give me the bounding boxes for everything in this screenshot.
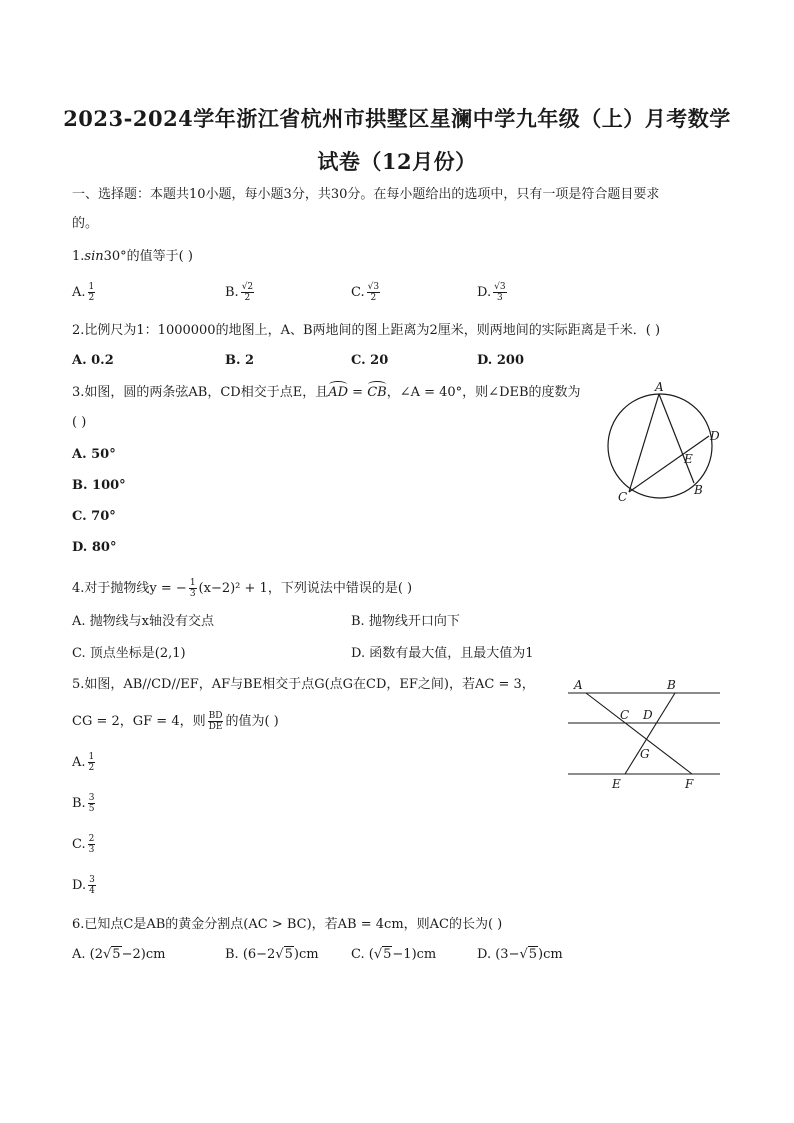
label-a: A xyxy=(655,380,664,394)
paper-title-line1: 2023-2024学年浙江省杭州市拱墅区星澜中学九年级（上）月考数学 xyxy=(63,106,731,131)
section-header: 一、选择题：本题共10小题，每小题3分，共30分。在每小题给出的选项中，只有一项是符合题目要求 xyxy=(72,187,660,202)
section-header-cont: 的。 xyxy=(72,216,99,231)
q5-parallel-figure xyxy=(560,674,730,796)
label-e: E xyxy=(612,777,621,791)
label-d: D xyxy=(710,429,720,443)
q6-option-d: D. (3−√5)cm xyxy=(477,947,563,962)
q6-option-a: A. (2√5−2)cm xyxy=(72,947,166,962)
label-c: C xyxy=(618,490,628,504)
question-5: 5.如图，AB//CD//EF，AF与BE相交于点G(点G在CD，EF之间)，若AC = 3， xyxy=(72,677,535,692)
q5-option-d: D. $\frac{3}{4}$ xyxy=(72,875,95,896)
q4-option-c: C. 顶点坐标是(2,1) xyxy=(72,646,186,661)
q5-option-a: A. $\frac{1}{2}$ xyxy=(72,752,95,773)
question-2: 2.比例尺为1：1000000的地图上，A、B两地间的图上距离为2厘米，则两地间的实际距离是千米．( ) xyxy=(72,323,661,338)
label-d: D xyxy=(643,708,653,722)
q3-option-a: A. 50° xyxy=(72,447,116,462)
q1-option-c: C. $\frac{√3}{2}$ xyxy=(351,282,380,303)
label-c: C xyxy=(620,708,630,722)
q2-option-d: D. 200 xyxy=(477,353,524,368)
label-b: B xyxy=(667,678,676,692)
q3-option-c: C. 70° xyxy=(72,509,116,524)
label-a: A xyxy=(574,678,583,692)
label-g: G xyxy=(640,747,650,761)
q3-circle-figure xyxy=(600,380,730,510)
chord-ab xyxy=(659,394,694,483)
label-b: B xyxy=(694,483,703,497)
paper-title-line2: 试卷（12月份） xyxy=(317,149,477,174)
segment-af xyxy=(586,693,692,774)
q1-option-b: B. $\frac{√2}{2}$ xyxy=(225,282,254,303)
label-e: E xyxy=(684,452,693,466)
chord-ac xyxy=(629,394,659,492)
q2-option-a: A. 0.2 xyxy=(72,353,114,368)
question-3: 3.如图，圆的两条弦AB，CD相交于点E，且AD = CB，∠A = 40°，则∠DEB的度数为 xyxy=(72,385,581,400)
q6-option-b: B. (6−2√5)cm xyxy=(225,947,319,962)
q1-option-d: D. $\frac{√3}{3}$ xyxy=(477,282,506,303)
q6-option-c: C. (√5−1)cm xyxy=(351,947,437,962)
q4-option-d: D. 函数有最大值，且最大值为1 xyxy=(351,646,534,661)
question-4: 4.对于抛物线y = − $\frac{1}{3}$ (x−2)² + 1，下列说法中错误的是( ) xyxy=(72,578,413,599)
question-6: 6.已知点C是AB的黄金分割点(AC > BC)，若AB = 4cm，则AC的长为( ) xyxy=(72,917,503,932)
question-1: 1.sin30°的值等于( ) xyxy=(72,249,193,264)
label-f: F xyxy=(685,777,694,791)
question-3-paren: ( ) xyxy=(72,415,87,430)
q3-option-d: D. 80° xyxy=(72,540,117,555)
q4-option-a: A. 抛物线与x轴没有交点 xyxy=(72,614,214,629)
q4-option-b: B. 抛物线开口向下 xyxy=(351,614,460,629)
question-5-cont: CG = 2，GF = 4，则 $\frac{BD}{DE}$ 的值为( ) xyxy=(72,711,279,732)
q2-option-b: B. 2 xyxy=(225,353,255,368)
q3-option-b: B. 100° xyxy=(72,478,126,493)
q5-option-b: B. $\frac{3}{5}$ xyxy=(72,793,95,814)
q5-option-c: C. $\frac{2}{3}$ xyxy=(72,834,95,855)
q1-option-a: A. $\frac{1}{2}$ xyxy=(72,282,95,303)
segment-be xyxy=(625,693,675,774)
q2-option-c: C. 20 xyxy=(351,353,389,368)
